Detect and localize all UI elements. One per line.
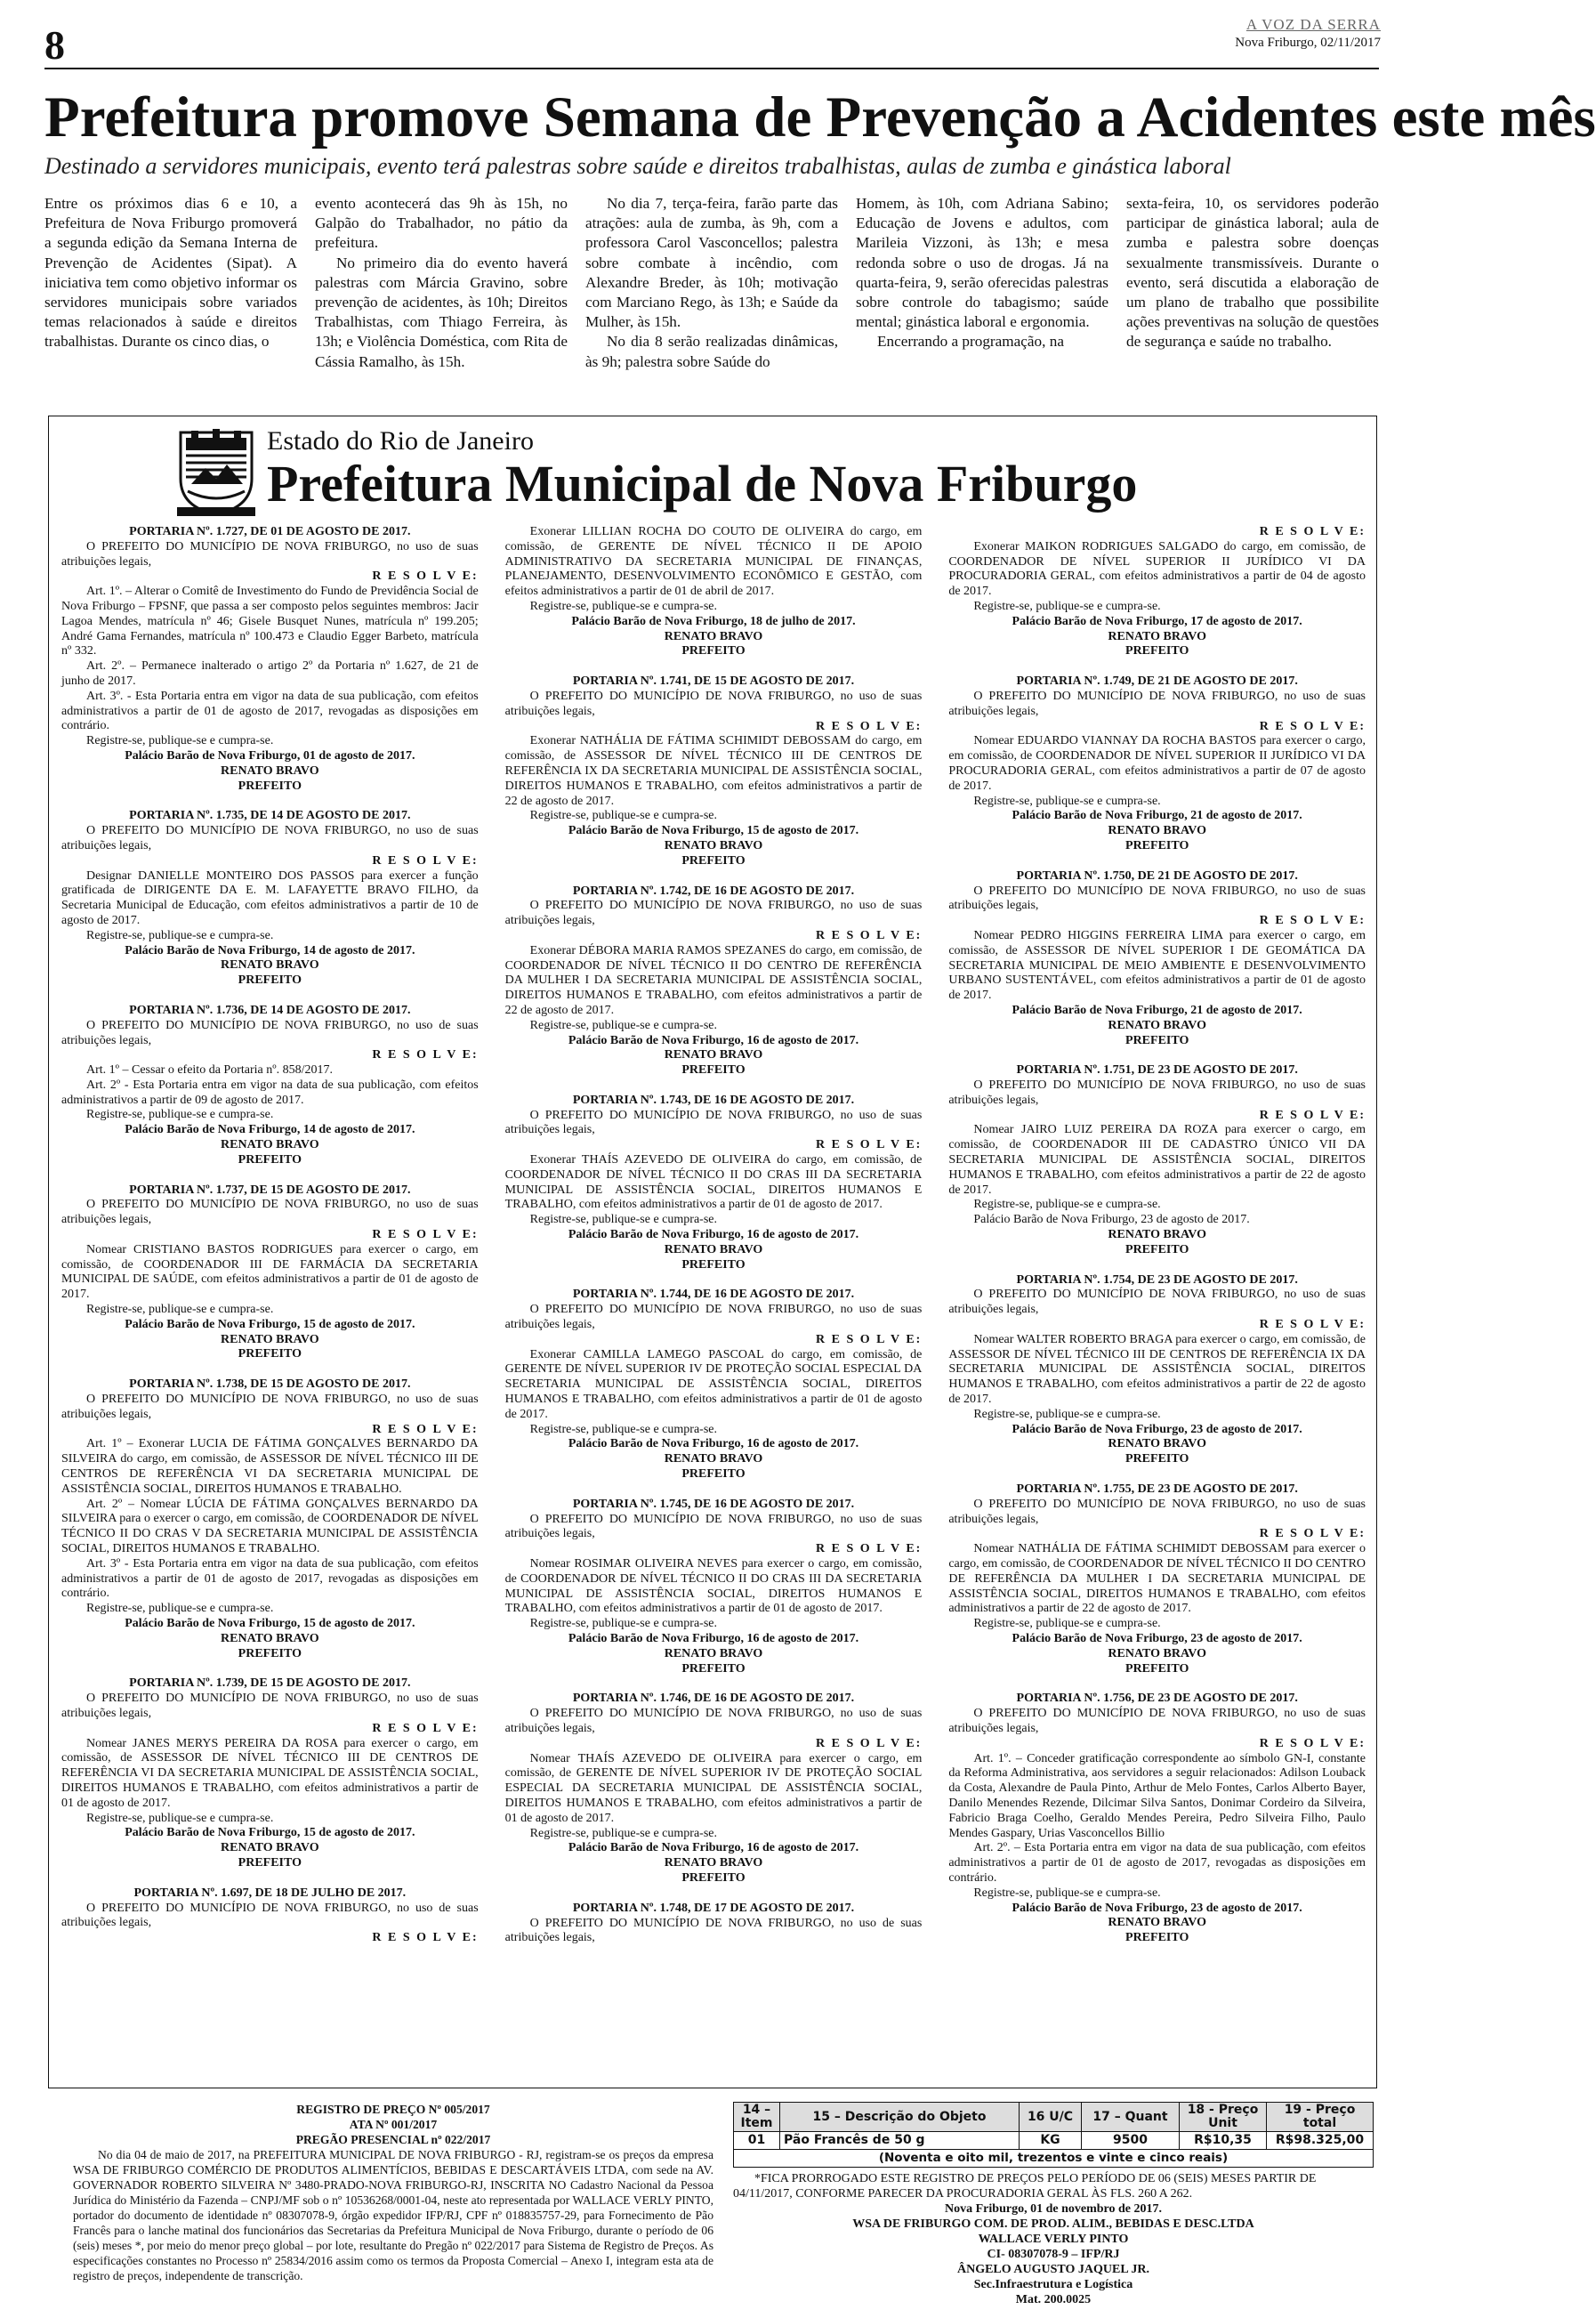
spacer (505, 869, 923, 884)
spacer (61, 1362, 479, 1377)
resolve-label: R E S O L V E: (1259, 719, 1366, 733)
palace-date: Palácio Barão de Nova Friburgo, 15 de agosto de 2017. (125, 1826, 415, 1840)
portaria-paragraph: O PREFEITO DO MUNICÍPIO DE NOVA FRIBURGO, no uso de suas atribuições legais, (61, 824, 479, 852)
portaria-paragraph: Registre-se, publique-se e cumpra-se. (529, 599, 717, 613)
signatory-line: PREFEITO (1125, 838, 1189, 852)
price-registry-section (48, 2102, 1377, 2306)
portaria-title: PORTARIA Nº. 1.697, DE 18 DE JULHO DE 2017. (133, 1886, 407, 1900)
portaria-paragraph: Registre-se, publique-se e cumpra-se. (973, 1886, 1161, 1900)
table-cell: 01 (734, 2132, 780, 2150)
table-cell: R$10,35 (1180, 2132, 1267, 2150)
resolve-label: R E S O L V E: (1259, 914, 1366, 928)
registry-body: No dia 04 de maio de 2017, na PREFEITURA MUNICIPAL DE NOVA FRIBURGO - RJ, registram-se os preços da empresa WSA DE FRIBURGO COMÉRCIO DE PRODUTOS ALIMENTÍCIOS, BEBIDAS E DESCARTÁVEIS LTDA, com sede na AV. GOVERNADOR ROBERTO SILVEIRA Nº 3480-PRADO-NOVA FRIBURGO-RJ, INSCRITA NO Cadastro Nacional da Pessoa Jurídica do Ministério da Fazenda – CNPJ/MF sob o nº 10536268/0001-04, neste ato representada por WALLACE VERLY PINTO, portador do documento de identidade nº 08307078-9, órgão expedidor IFP/RJ, CPF nº 018835757-29, para Fornecimento de Pão Francês para o lanche matinal dos funcionários das Secretarias da Prefeitura Municipal de Nova Friburgo, durante o período de 06 (seis) meses *, por meio do menor preço global – por lote, resultante do Pregão nº 022/2017 para Sistema de Registro de Preços. As especificações constantes no Processo nº 25834/2016 assim como os termos da Proposta Comercial – Anexo I, integram esta ata de registro de preços, independente de transcrição. (73, 2148, 713, 2282)
portaria-title: PORTARIA Nº. 1.756, DE 23 DE AGOSTO DE 2017. (1016, 1692, 1298, 1706)
portaria-paragraph: Art. 1º. – Conceder gratificação correspondente ao símbolo GN-I, constante da Reforma Administrativa, aos servidores a seguir relacionados: Adilson Louback da Costa, Alexandre de Paula Pinto, Arthur de Melo Fontes, Carlos Alberto Bayer, Danilo Menendes Rezende, Dilcimar Silva Santos, Donimar Cordeiro da Silveira, Fabricio Braga Coelho, Geraldo Mendes Pereira, Pedro Silveira Filho, Paulo Mendes Gaspary, Urias Vasconcellos Billio (948, 1751, 1366, 1840)
signature-id: CI- 08307078-9 – IFP/RJ (987, 2248, 1120, 2261)
portarias-columns (51, 525, 1376, 2082)
signatory-line: PREFEITO (238, 1646, 302, 1660)
portaria-paragraph: Registre-se, publique-se e cumpra-se. (529, 1826, 717, 1840)
portaria-paragraph: Registre-se, publique-se e cumpra-se. (973, 794, 1161, 808)
spacer (505, 1886, 923, 1902)
palace-date: Palácio Barão de Nova Friburgo, 15 de agosto de 2017. (125, 1616, 415, 1630)
article-paragraph: sexta-feira, 10, os servidores poderão participar de ginástica laboral; aula de zumba e palestra sobre doenças sexualmente transmissíveis. Durante o evento, será discutida a elaboração de um plano de trabalho que possibilite ações preventivas na solução de questões de segurança e saúde no trabalho. (1126, 195, 1379, 351)
palace-date: Palácio Barão de Nova Friburgo, 18 de julho de 2017. (571, 614, 856, 628)
portaria-paragraph: O PREFEITO DO MUNICÍPIO DE NOVA FRIBURGO, no uso de suas atribuições legais, (504, 1108, 923, 1137)
resolve-label: R E S O L V E: (1259, 1108, 1366, 1122)
header-rule (44, 68, 1379, 69)
signatory-line: RENATO BRAVO (1108, 824, 1206, 838)
palace-date: Palácio Barão de Nova Friburgo, 21 de agosto de 2017. (1012, 1003, 1302, 1017)
portaria-title: PORTARIA Nº. 1.745, DE 16 DE AGOSTO DE 2017. (572, 1497, 855, 1511)
portaria-paragraph: O PREFEITO DO MUNICÍPIO DE NOVA FRIBURGO, no uso de suas atribuições legais, (948, 1707, 1366, 1735)
portaria-paragraph: Exonerar CAMILLA LAMEGO PASCOAL do cargo, em comissão, de GERENTE DE NÍVEL SUPERIOR IV DE PROTEÇÃO SOCIAL ESPECIAL DA SECRETARIA MUNICIPAL DE ASSISTÊNCIA SOCIAL, DIREITOS HUMANOS E TRABALHO, com efeitos administrativos a partir de 01 de agosto de 2017. (504, 1347, 923, 1421)
table-header-row (734, 2103, 1374, 2132)
amount-in-words: (Noventa e oito mil, trezentos e vinte e cinco reais) (733, 2150, 1374, 2168)
resolve-label: R E S O L V E: (816, 719, 923, 733)
signatory-line: RENATO BRAVO (221, 958, 319, 973)
signatory-line: PREFEITO (238, 779, 302, 793)
article-body (44, 194, 1379, 390)
signature-department: Sec.Infraestrutura e Logística (973, 2278, 1133, 2291)
portaria-paragraph: Exonerar THAÍS AZEVEDO DE OLIVEIRA do cargo, em comissão, de COORDENADOR DE NÍVEL TÉCNICO II DO CRAS III DA SECRETARIA MUNICIPAL DE ASSISTÊNCIA SOCIAL, DIREITOS HUMANOS E TRABALHO, com efeitos administrativos a partir de 01 de agosto de 2017. (504, 1153, 923, 1212)
portaria-paragraph: Nomear PEDRO HIGGINS FERREIRA LIMA para exercer o cargo, em comissão, de ASSESSOR DE NÍVEL SUPERIOR I DE GEOMÁTICA DA SECRETARIA MUNICIPAL DE MEIO AMBIENTE E DESENVOLVIMENTO URBANO SUSTENTÁVEL, com efeitos administrativos a partir de 01 de agosto de 2017. (948, 928, 1366, 1003)
portaria-paragraph: Art. 1º – Cessar o efeito da Portaria nº. 858/2017. (86, 1063, 333, 1078)
portaria-paragraph: Art. 2º. – Esta Portaria entra em vigor na data de sua publicação, com efeitos administrativos a partir de 01 de agosto de 2017, revogadas as disposições em contrário. (948, 1841, 1366, 1885)
resolve-label: R E S O L V E: (1259, 525, 1366, 538)
newspaper-brand[interactable]: A VOZ DA SERRA (1245, 16, 1381, 33)
signatory-line: PREFEITO (681, 1467, 746, 1482)
article-paragraph: Homem, às 10h, com Adriana Sabino; Educação de Jovens e adultos, com Marileia Vizzoni, às 13h; e mesa redonda sobre o uso de drogas. Já na quarta-feira, 9, serão oferecidas palestras sobre controle do tabagismo; saúde mental; ginástica laboral e ergonomia. (856, 195, 1108, 331)
article-paragraph: Entre os próximos dias 6 e 10, a Prefeitura de Nova Friburgo promoverá a segunda edição da Semana Interna de Prevenção de Acidentes (Sipat). A iniciativa tem como objetivo informar os servidores municipais sobre variados temas relacionados à saúde e direitos trabalhistas. Durante os cinco dias, o (44, 195, 297, 351)
signature-name: WALLACE VERLY PINTO (978, 2233, 1129, 2246)
article-paragraph: No dia 7, terça-feira, farão parte das atrações: aula de zumba, às 9h, com a professora Carol Vasconcellos; palestra sobre combate à incêndio, com Alexandre Breder, às 10h; motivação com Marciano Rego, às 13h; e Saúde da Mulher, às 15h. (585, 195, 838, 331)
state-name: Estado do Rio de Janeiro (267, 426, 534, 456)
signatory-line: RENATO BRAVO (664, 838, 763, 852)
resolve-label: R E S O L V E: (816, 1138, 923, 1152)
signatory-line: RENATO BRAVO (1108, 1228, 1206, 1242)
spacer (948, 1048, 1366, 1063)
portaria-paragraph: Registre-se, publique-se e cumpra-se. (86, 1108, 274, 1122)
portaria-title: PORTARIA Nº. 1.748, DE 17 DE AGOSTO DE 2017. (572, 1901, 855, 1915)
portaria-paragraph: O PREFEITO DO MUNICÍPIO DE NOVA FRIBURGO, no uso de suas atribuições legais, (504, 1916, 923, 1945)
article-headline: Prefeitura promove Semana de Prevenção a Acidentes este mês (44, 85, 1596, 149)
portaria-title: PORTARIA Nº. 1.737, DE 15 DE AGOSTO DE 2017. (129, 1183, 411, 1197)
signatory-line: PREFEITO (681, 1063, 746, 1078)
spacer (948, 1467, 1366, 1482)
portaria-paragraph: Exonerar MAIKON RODRIGUES SALGADO do cargo, em comissão, de COORDENADOR DE NÍVEL SUPERIOR II JURÍDICO VI DA PROCURADORIA GERAL, com efeitos administrativos a partir de 04 de agosto de 2017. (948, 539, 1366, 599)
signatory-line: RENATO BRAVO (1108, 1646, 1206, 1660)
portaria-title: PORTARIA Nº. 1.755, DE 23 DE AGOSTO DE 2017. (1016, 1482, 1298, 1497)
portarias-column-2 (505, 525, 923, 2082)
signature-secretary: ÂNGELO AUGUSTO JAQUEL JR. (956, 2263, 1149, 2276)
portaria-title: PORTARIA Nº. 1.746, DE 16 DE AGOSTO DE 2017. (572, 1692, 855, 1706)
palace-date: Palácio Barão de Nova Friburgo, 16 de agosto de 2017. (568, 1228, 859, 1242)
portaria-paragraph: Designar DANIELLE MONTEIRO DOS PASSOS para exercer a função gratificada de DIRIGENTE DA E. M. LAFAYETTE BRAVO FILHO, da Secretaria Municipal de Educação, com efeitos administrativos a partir de 10 de agosto de 2017. (61, 868, 479, 927)
article-paragraph: No dia 8 serão realizadas dinâmicas, às 9h; palestra sobre Saúde do (585, 333, 838, 370)
portaria-paragraph: Exonerar NATHÁLIA DE FÁTIMA SCHIMIDT DEBOSSAM do cargo, em comissão, de ASSESSOR DE NÍVEL TÉCNICO III DE CENTROS DE REFERÊNCIA IX DA SECRETARIA MUNICIPAL DE ASSISTÊNCIA SOCIAL, DIREITOS HUMANOS E TRABALHO, com efeitos administrativos a partir de 22 de agosto de 2017. (504, 734, 923, 808)
signatory-line: PREFEITO (681, 1661, 746, 1676)
signature-company: WSA DE FRIBURGO COM. DE PROD. ALIM., BEBIDAS E DESC.LTDA (852, 2217, 1254, 2231)
signatory-line: RENATO BRAVO (664, 629, 763, 643)
signatory-line: PREFEITO (1125, 1931, 1189, 1945)
page-header (0, 0, 1423, 68)
signatory-line: PREFEITO (1125, 1033, 1189, 1047)
portaria-paragraph: O PREFEITO DO MUNICÍPIO DE NOVA FRIBURGO, no uso de suas atribuições legais, (61, 1692, 479, 1720)
edition-date: Nova Friburgo, 02/11/2017 (1235, 36, 1381, 50)
palace-date: Palácio Barão de Nova Friburgo, 16 de agosto de 2017. (568, 1437, 859, 1451)
palace-date: Palácio Barão de Nova Friburgo, 16 de agosto de 2017. (568, 1033, 859, 1047)
resolve-label: R E S O L V E: (816, 1332, 923, 1346)
signatory-line: RENATO BRAVO (1108, 629, 1206, 643)
portaria-paragraph: O PREFEITO DO MUNICÍPIO DE NOVA FRIBURGO, no uso de suas atribuições legais, (948, 1078, 1366, 1107)
spacer (61, 794, 479, 809)
signatory-line: PREFEITO (1125, 1452, 1189, 1466)
portaria-paragraph: Registre-se, publique-se e cumpra-se. (86, 928, 274, 942)
portaria-paragraph: Art. 2º – Nomear LÚCIA DE FÁTIMA GONÇALVES BERNARDO DA SILVEIRA para o exercer o cargo, em comissão, de COORDENADOR DE NÍVEL TÉCNICO II DO CRAS V DA SECRETARIA MUNICIPAL DE ASSISTÊNCIA SOCIAL, DIREITOS HUMANOS E TRABALHO. (61, 1497, 479, 1555)
portaria-paragraph: O PREFEITO DO MUNICÍPIO DE NOVA FRIBURGO, no uso de suas atribuições legais, (61, 1901, 479, 1930)
resolve-label: R E S O L V E: (372, 1721, 479, 1735)
palace-date: Palácio Barão de Nova Friburgo, 14 de agosto de 2017. (125, 943, 415, 957)
resolve-label: R E S O L V E: (372, 569, 479, 584)
article-paragraph: evento acontecerá das 9h às 15h, no Galpão do Trabalhador, no pátio da prefeitura. (315, 195, 568, 252)
portaria-paragraph: Registre-se, publique-se e cumpra-se. (529, 1617, 717, 1631)
portaria-paragraph: Art. 2º - Esta Portaria entra em vigor na data de sua publicação, com efeitos administrativos a partir de 09 de agosto de 2017. (61, 1078, 479, 1107)
signatory-line: PREFEITO (238, 1855, 302, 1870)
signatory-line: RENATO BRAVO (221, 1841, 319, 1855)
palace-date: Palácio Barão de Nova Friburgo, 15 de agosto de 2017. (568, 824, 859, 838)
signatory-line: RENATO BRAVO (664, 1048, 763, 1062)
spacer (948, 1676, 1366, 1692)
price-registry-text (73, 2102, 713, 2283)
resolve-label: R E S O L V E: (372, 853, 479, 868)
signatory-line: RENATO BRAVO (664, 1452, 763, 1466)
page-number: 8 (44, 22, 65, 68)
portaria-paragraph: Nomear CRISTIANO BASTOS RODRIGUES para exercer o cargo, em comissão, de COORDENADOR III DE FARMÁCIA DA SECRETARIA MUNICIPAL DE SAÚDE, com efeitos administrativos a partir de 01 de agosto de 2017. (61, 1242, 479, 1302)
portaria-paragraph: Registre-se, publique-se e cumpra-se. (86, 1811, 274, 1825)
portaria-paragraph: Nomear EDUARDO VIANNAY DA ROCHA BASTOS para exercer o cargo, em comissão, de COORDENADOR DE NÍVEL SUPERIOR II JURÍDICO VI DA PROCURADORIA GERAL, com efeitos administrativos a partir de 07 de agosto de 2017. (948, 734, 1366, 793)
resolve-label: R E S O L V E: (1259, 1318, 1366, 1332)
palace-date: Palácio Barão de Nova Friburgo, 01 de agosto de 2017. (125, 748, 415, 763)
signatory-line: RENATO BRAVO (221, 763, 319, 778)
spacer (948, 854, 1366, 869)
portaria-paragraph: O PREFEITO DO MUNICÍPIO DE NOVA FRIBURGO, no uso de suas atribuições legais, (948, 884, 1366, 913)
table-cell: 9500 (1082, 2132, 1180, 2150)
portaria-paragraph: Registre-se, publique-se e cumpra-se. (973, 1198, 1161, 1212)
spacer (505, 1272, 923, 1288)
table-header: 19 - Preço total (1267, 2103, 1374, 2132)
table-cell: KG (1020, 2132, 1082, 2150)
portaria-paragraph: Nomear JANES MERYS PEREIRA DA ROSA para exercer o cargo, em comissão, de ASSESSOR DE NÍVEL TÉCNICO III DE CENTROS DE REFERÊNCIA VI DA SECRETARIA MUNICIPAL DE ASSISTÊNCIA SOCIAL, DIREITOS HUMANOS E TRABALHO, com efeitos administrativos a partir de 01 de agosto de 2017. (61, 1736, 479, 1810)
portaria-title: PORTARIA Nº. 1.742, DE 16 DE AGOSTO DE 2017. (572, 884, 855, 898)
spacer (61, 1871, 479, 1886)
portaria-paragraph: O PREFEITO DO MUNICÍPIO DE NOVA FRIBURGO, no uso de suas atribuições legais, (61, 1018, 479, 1047)
palace-date: Palácio Barão de Nova Friburgo, 17 de agosto de 2017. (1012, 614, 1302, 628)
price-table (733, 2102, 1374, 2150)
signatory-line: RENATO BRAVO (221, 1138, 319, 1152)
portaria-paragraph: Registre-se, publique-se e cumpra-se. (973, 1407, 1161, 1421)
portaria-paragraph: Registre-se, publique-se e cumpra-se. (529, 1018, 717, 1032)
palace-date: Palácio Barão de Nova Friburgo, 16 de agosto de 2017. (568, 1631, 859, 1645)
portaria-title: PORTARIA Nº. 1.751, DE 23 DE AGOSTO DE 2017. (1016, 1063, 1298, 1078)
spacer (61, 1168, 479, 1183)
portaria-title: PORTARIA Nº. 1.744, DE 16 DE AGOSTO DE 2017. (572, 1288, 855, 1302)
palace-date: Palácio Barão de Nova Friburgo, 23 de agosto de 2017. (1012, 1901, 1302, 1915)
portarias-column-3 (948, 525, 1366, 2082)
resolve-label: R E S O L V E: (816, 1736, 923, 1750)
signatory-line: RENATO BRAVO (1108, 1018, 1206, 1032)
portaria-paragraph: Registre-se, publique-se e cumpra-se. (973, 599, 1161, 613)
table-row (734, 2132, 1374, 2150)
palace-date: Palácio Barão de Nova Friburgo, 16 de agosto de 2017. (568, 1841, 859, 1855)
table-header: 16 U/C (1020, 2103, 1082, 2132)
signatory-line: PREFEITO (238, 1152, 302, 1167)
portaria-title: PORTARIA Nº. 1.741, DE 15 DE AGOSTO DE 2017. (572, 674, 855, 689)
article-column (44, 194, 297, 390)
portarias-column-1 (61, 525, 479, 2082)
signatory-line: RENATO BRAVO (1108, 1916, 1206, 1930)
palace-date: Palácio Barão de Nova Friburgo, 23 de agosto de 2017. (1012, 1422, 1302, 1436)
spacer (61, 989, 479, 1004)
portaria-title: PORTARIA Nº. 1.739, DE 15 DE AGOSTO DE 2017. (129, 1676, 411, 1691)
article-paragraph: Encerrando a programação, na (877, 333, 1064, 351)
resolve-label: R E S O L V E: (816, 928, 923, 942)
resolve-label: R E S O L V E: (372, 1228, 479, 1242)
portaria-paragraph: Registre-se, publique-se e cumpra-se. (529, 1213, 717, 1227)
portaria-paragraph: O PREFEITO DO MUNICÍPIO DE NOVA FRIBURGO, no uso de suas atribuições legais, (504, 899, 923, 928)
signatory-line: RENATO BRAVO (1108, 1437, 1206, 1451)
portaria-paragraph: Nomear WALTER ROBERTO BRAGA para exercer o cargo, em comissão, de ASSESSOR DE NÍVEL TÉCNICO III DE CENTROS DE REFERÊNCIA IX DA SECRETARIA MUNICIPAL DE ASSISTÊNCIA SOCIAL, DIREITOS HUMANOS E TRABALHO, com efeitos administrativos a partir de 22 de agosto de 2017. (948, 1332, 1366, 1407)
portaria-paragraph: Nomear THAÍS AZEVEDO DE OLIVEIRA para exercer o cargo, em comissão, de GERENTE DE NÍVEL SUPERIOR IV DE PROTEÇÃO SOCIAL ESPECIAL DA SECRETARIA MUNICIPAL DE ASSISTÊNCIA SOCIAL, DIREITOS HUMANOS E TRABALHO, com efeitos administrativos a partir de 01 de agosto de 2017. (504, 1751, 923, 1825)
spacer (505, 1482, 923, 1498)
portaria-paragraph: O PREFEITO DO MUNICÍPIO DE NOVA FRIBURGO, no uso de suas atribuições legais, (61, 1198, 479, 1227)
signatory-line: RENATO BRAVO (664, 1646, 763, 1660)
signatory-line: PREFEITO (1125, 1661, 1189, 1676)
signatory-line: PREFEITO (238, 1347, 302, 1361)
portaria-paragraph: Registre-se, publique-se e cumpra-se. (86, 1303, 274, 1317)
portaria-title: PORTARIA Nº. 1.750, DE 21 DE AGOSTO DE 2017. (1016, 868, 1298, 883)
resolve-label: R E S O L V E: (372, 1931, 479, 1945)
portaria-paragraph: O PREFEITO DO MUNICÍPIO DE NOVA FRIBURGO, no uso de suas atribuições legais, (504, 1303, 923, 1332)
resolve-label: R E S O L V E: (1259, 1527, 1366, 1541)
spacer (948, 659, 1366, 674)
portaria-paragraph: O PREFEITO DO MUNICÍPIO DE NOVA FRIBURGO, no uso de suas atribuições legais, (948, 1497, 1366, 1526)
signature-registration: Mat. 200.0025 (1015, 2293, 1092, 2306)
portaria-paragraph: Registre-se, publique-se e cumpra-se. (86, 1602, 274, 1616)
article-paragraph: No primeiro dia do evento haverá palestras com Márcia Gravino, sobre prevenção de acidentes, às 10h; Direitos Trabalhistas, com Thiago Ferreira, às 13h; e Violência Doméstica, com Rita de Cássia Ramalho, às 15h. (315, 254, 568, 370)
table-cell: Pão Francês de 50 g (780, 2132, 1020, 2150)
portaria-paragraph: Nomear NATHÁLIA DE FÁTIMA SCHIMIDT DEBOSSAM para exercer o cargo, em comissão, de COORDENADOR DE NÍVEL TÉCNICO II DO CENTRO DE REFERÊNCIA DA MULHER I DA SECRETARIA MUNICIPAL DE ASSISTÊNCIA SOCIAL, DIREITOS HUMANOS E TRABALHO, com efeitos administrativos a partir de 22 de agosto de 2017. (948, 1542, 1366, 1616)
table-header: 14 – Item (734, 2103, 780, 2132)
portaria-paragraph: Registre-se, publique-se e cumpra-se. (529, 1422, 717, 1436)
article-column (1126, 194, 1379, 390)
portaria-paragraph: O PREFEITO DO MUNICÍPIO DE NOVA FRIBURGO, no uso de suas atribuições legais, (61, 1393, 479, 1421)
resolve-label: R E S O L V E: (816, 1542, 923, 1556)
article-subhead: Destinado a servidores municipais, evento terá palestras sobre saúde e direitos trabalhistas, aulas de zumba e ginástica laboral (44, 153, 1231, 179)
portaria-paragraph: Registre-se, publique-se e cumpra-se. (86, 734, 274, 748)
portaria-paragraph: O PREFEITO DO MUNICÍPIO DE NOVA FRIBURGO, no uso de suas atribuições legais, (948, 689, 1366, 718)
resolve-label: R E S O L V E: (372, 1422, 479, 1436)
signatory-line: PREFEITO (681, 1257, 746, 1272)
prefecture-title: Prefeitura Municipal de Nova Friburgo (267, 455, 1138, 513)
coat-of-arms-icon (173, 425, 259, 518)
signatory-line: RENATO BRAVO (664, 1856, 763, 1870)
registry-pregao: PREGÃO PRESENCIAL nº 022/2017 (295, 2133, 491, 2146)
signatory-line: PREFEITO (681, 644, 746, 658)
portaria-title: PORTARIA Nº. 1.743, DE 16 DE AGOSTO DE 2017. (572, 1093, 855, 1107)
portaria-title: PORTARIA Nº. 1.749, DE 21 DE AGOSTO DE 2017. (1016, 674, 1298, 689)
resolve-label: R E S O L V E: (1259, 1736, 1366, 1750)
palace-date: Palácio Barão de Nova Friburgo, 14 de agosto de 2017. (125, 1123, 415, 1137)
portaria-paragraph: Art. 1º. – Alterar o Comitê de Investimento do Fundo de Previdência Social de Nova Friburgo – FPSNF, que passa a ser composto pelos seguintes membros: Jacir Lagoa Mendes, matrícula nº 46; Gisele Busquet Nunes, matrícula nº 199.205; André Gama Fernandes, matrícula nº 100.473 e Claudio Egger Barbeto, matrícula nº 332. (61, 585, 479, 658)
portaria-title: PORTARIA Nº. 1.735, DE 14 DE AGOSTO DE 2017. (129, 809, 411, 823)
portaria-title: PORTARIA Nº. 1.727, DE 01 DE AGOSTO DE 2017. (129, 525, 411, 538)
signatory-line: PREFEITO (1125, 1242, 1189, 1256)
table-header: 17 – Quant (1082, 2103, 1180, 2132)
portaria-title: PORTARIA Nº. 1.754, DE 23 DE AGOSTO DE 2017. (1016, 1272, 1298, 1287)
signatory-line: PREFEITO (238, 973, 302, 988)
portaria-paragraph: O PREFEITO DO MUNICÍPIO DE NOVA FRIBURGO, no uso de suas atribuições legais, (504, 689, 923, 718)
portaria-title: PORTARIA Nº. 1.738, DE 15 DE AGOSTO DE 2017. (129, 1377, 411, 1392)
spacer (948, 1258, 1366, 1273)
portaria-paragraph: O PREFEITO DO MUNICÍPIO DE NOVA FRIBURGO, no uso de suas atribuições legais, (948, 1288, 1366, 1317)
portaria-paragraph: O PREFEITO DO MUNICÍPIO DE NOVA FRIBURGO, no uso de suas atribuições legais, (504, 1707, 923, 1735)
palace-date: Palácio Barão de Nova Friburgo, 15 de agosto de 2017. (125, 1317, 415, 1331)
signature-date: Nova Friburgo, 01 de novembro de 2017. (945, 2202, 1162, 2216)
signatory-line: PREFEITO (1125, 644, 1189, 658)
price-registry-table-area (733, 2102, 1374, 2307)
spacer (61, 1661, 479, 1676)
signatory-line: PREFEITO (681, 1870, 746, 1885)
portaria-paragraph: Palácio Barão de Nova Friburgo, 23 de agosto de 2017. (973, 1213, 1250, 1227)
signatory-line: RENATO BRAVO (664, 1242, 763, 1256)
article-column (315, 194, 568, 390)
portaria-paragraph: Art. 3º - Esta Portaria entra em vigor na data de sua publicação, com efeitos administrativos a partir de 01 de agosto de 2017, revogadas as disposições em contrário. (61, 1556, 479, 1601)
signatory-line: RENATO BRAVO (221, 1631, 319, 1645)
spacer (505, 1078, 923, 1094)
portaria-title: PORTARIA Nº. 1.736, DE 14 DE AGOSTO DE 2017. (129, 1003, 411, 1017)
portaria-paragraph: Exonerar DÉBORA MARIA RAMOS SPEZANES do cargo, em comissão, de COORDENADOR DE NÍVEL TÉCNICO II DO CENTRO DE REFERÊNCIA DA MULHER I DA SECRETARIA MUNICIPAL DE ASSISTÊNCIA SOCIAL, DIREITOS HUMANOS E TRABALHO, com efeitos administrativos a partir de 22 de agosto de 2017. (504, 943, 923, 1017)
table-header: 18 - Preço Unit (1180, 2103, 1267, 2132)
spacer (505, 659, 923, 674)
resolve-label: R E S O L V E: (372, 1048, 479, 1062)
portaria-paragraph: Art. 3º. - Esta Portaria entra em vigor na data de sua publicação, com efeitos administrativos a partir de 01 de agosto de 2017, revogadas as disposições em contrário. (61, 689, 479, 733)
portaria-paragraph: Exonerar LILLIAN ROCHA DO COUTO DE OLIVEIRA do cargo, em comissão, de GERENTE DE NÍVEL TÉCNICO II DE APOIO ADMINISTRATIVO DA SECRETARIA MUNICIPAL DE FINANÇAS, PLANEJAMENTO, DESENVOLVIMENTO ECONÔMICO E GESTÃO, com efeitos administrativos a partir de 01 de abril de 2017. (504, 525, 923, 599)
extension-note: *FICA PRORROGADO ESTE REGISTRO DE PREÇOS PELO PERÍODO DE 06 (SEIS) MESES PARTIR DE 04/11/2017, CONFORME PARECER DA PROCURADORIA GERAL ÀS FLS. 260 A 262. (733, 2172, 1317, 2201)
portaria-paragraph: O PREFEITO DO MUNICÍPIO DE NOVA FRIBURGO, no uso de suas atribuições legais, (504, 1512, 923, 1541)
palace-date: Palácio Barão de Nova Friburgo, 23 de agosto de 2017. (1012, 1631, 1302, 1645)
registry-ata: ATA Nº 001/2017 (349, 2118, 438, 2131)
signatory-line: PREFEITO (681, 853, 746, 868)
portaria-paragraph: O PREFEITO DO MUNICÍPIO DE NOVA FRIBURGO, no uso de suas atribuições legais, (61, 539, 479, 569)
table-header: 15 – Descrição do Objeto (780, 2103, 1020, 2132)
palace-date: Palácio Barão de Nova Friburgo, 21 de agosto de 2017. (1012, 809, 1302, 823)
portaria-paragraph: Art. 2º. – Permanece inalterado o artigo 2º da Portaria nº 1.627, de 21 de junho de 2017. (61, 659, 479, 688)
article-column (585, 194, 838, 390)
portaria-paragraph: Registre-se, publique-se e cumpra-se. (529, 809, 717, 823)
spacer (505, 1676, 923, 1692)
signatory-line: RENATO BRAVO (221, 1332, 319, 1346)
article-column (856, 194, 1108, 390)
table-cell: R$98.325,00 (1267, 2132, 1374, 2150)
portaria-paragraph: Nomear ROSIMAR OLIVEIRA NEVES para exercer o cargo, em comissão, de COORDENADOR DE NÍVEL TÉCNICO II DO CRAS III DA SECRETARIA MUNICIPAL DE ASSISTÊNCIA SOCIAL, DIREITOS HUMANOS E TRABALHO, com efeitos administrativos a partir de 01 de agosto de 2017. (504, 1557, 923, 1616)
portaria-paragraph: Art. 1º – Exonerar LUCIA DE FÁTIMA GONÇALVES BERNARDO DA SILVEIRA do cargo, em comissão, de ASSESSOR DE NÍVEL TÉCNICO III DE CENTROS DE REFERÊNCIA VI DA SECRETARIA MUNICIPAL DE ASSISTÊNCIA SOCIAL, DIREITOS HUMANOS E TRABALHO. (61, 1437, 479, 1496)
portaria-paragraph: Nomear JAIRO LUIZ PEREIRA DA ROZA para exercer o cargo, em comissão, de COORDENADOR III DE CADASTRO ÚNICO VII DA SECRETARIA MUNICIPAL DE ASSISTÊNCIA SOCIAL, DIREITOS HUMANOS E TRABALHO, com efeitos administrativos a partir de 22 de agosto de 2017. (948, 1123, 1366, 1197)
registry-title: REGISTRO DE PREÇO Nº 005/2017 (296, 2103, 490, 2116)
portaria-paragraph: Registre-se, publique-se e cumpra-se. (973, 1617, 1161, 1631)
